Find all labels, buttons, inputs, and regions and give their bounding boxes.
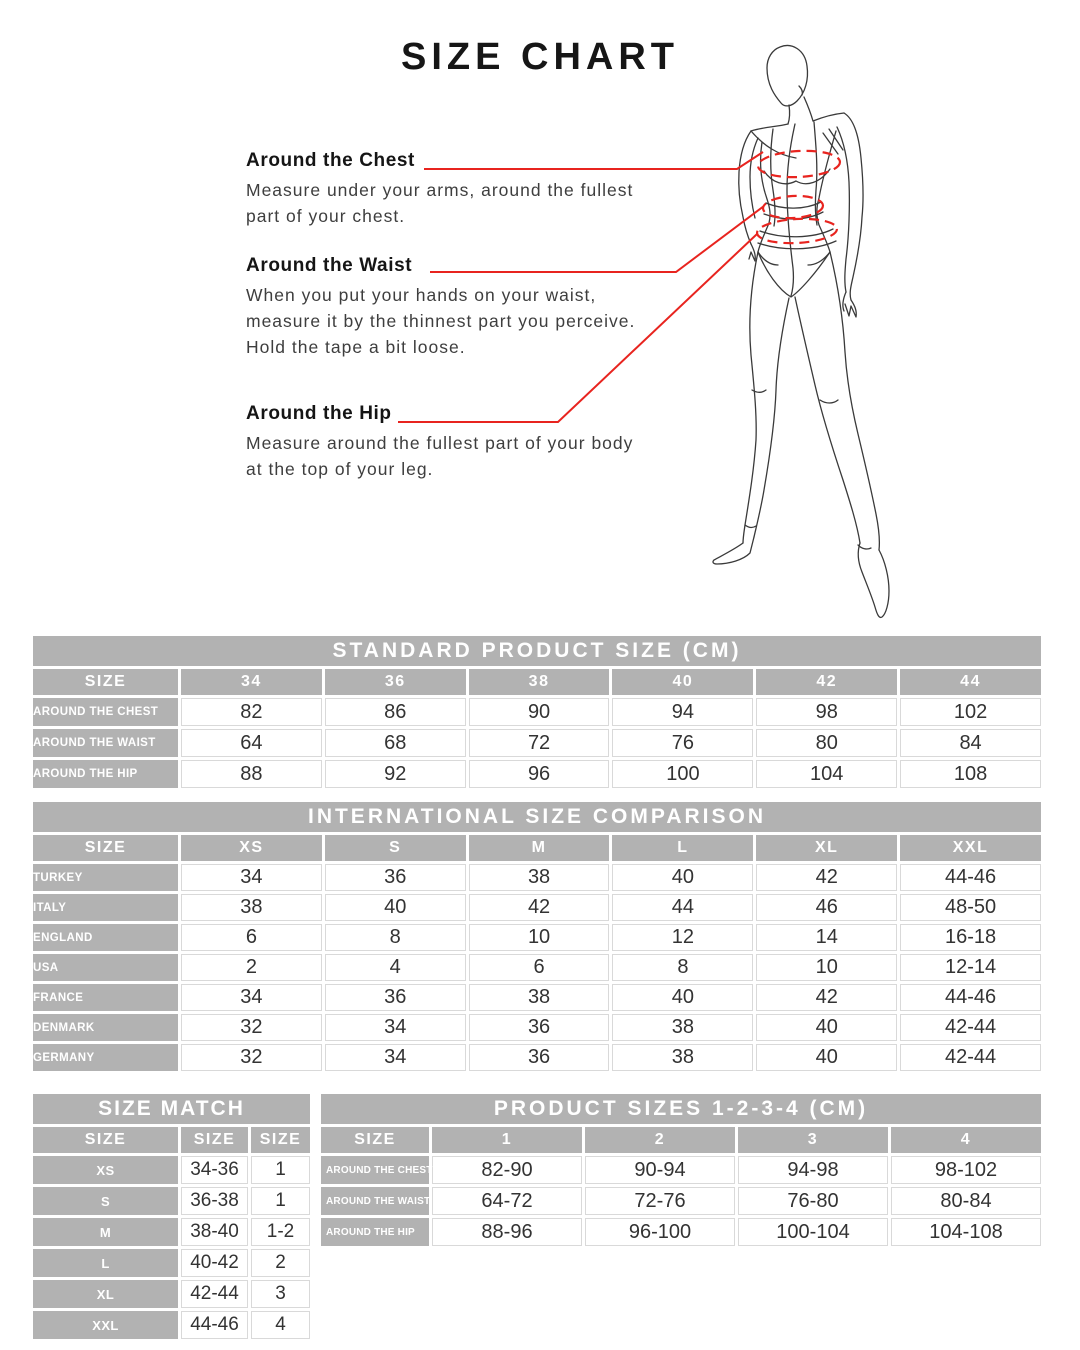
value-cell: 98 [756,698,897,726]
value-cell: 34 [325,1014,466,1041]
column-header: 36 [325,669,466,695]
column-header: XL [756,835,897,861]
table-title: STANDARD PRODUCT SIZE (CM) [33,636,1041,666]
row-label: FRANCE [33,984,178,1011]
value-cell: 2 [251,1249,310,1277]
instruction-body: When you put your hands on your waist, measure it by the thinnest part you perceive. Hold the tape a bit loose. [246,285,636,357]
row-label: TURKEY [33,864,178,891]
page-title: SIZE CHART [401,36,679,78]
row-label: GERMANY [33,1044,178,1071]
value-cell: 46 [756,894,897,921]
column-header: 38 [469,669,610,695]
value-cell: 88-96 [432,1218,582,1246]
column-header: SIZE [181,1127,248,1153]
value-cell: 90 [469,698,610,726]
value-cell: 76-80 [738,1187,888,1215]
column-header: SIZE [321,1127,429,1153]
value-cell: 3 [251,1280,310,1308]
value-cell: 40 [756,1044,897,1071]
value-cell: 94 [612,698,753,726]
value-cell: 40-42 [181,1249,248,1277]
value-cell: 38 [469,984,610,1011]
value-cell: 76 [612,729,753,757]
column-header: 3 [738,1127,888,1153]
instruction-around-the-chest [246,150,638,229]
column-header: M [469,835,610,861]
value-cell: 4 [325,954,466,981]
value-cell: 12-14 [900,954,1041,981]
value-cell: 44 [612,894,753,921]
value-cell: 64-72 [432,1187,582,1215]
row-label: ITALY [33,894,178,921]
column-header: XS [181,835,322,861]
column-header: 40 [612,669,753,695]
row-label: XXL [33,1311,178,1339]
row-label: S [33,1187,178,1215]
fashion-figure-outline [713,46,889,618]
instruction-heading: Around the Chest [246,150,415,171]
value-cell: 82 [181,698,322,726]
value-cell: 96 [469,760,610,788]
value-cell: 10 [756,954,897,981]
value-cell: 36 [325,864,466,891]
value-cell: 72-76 [585,1187,735,1215]
value-cell: 36 [469,1044,610,1071]
value-cell: 32 [181,1044,322,1071]
row-label: AROUND THE CHEST [321,1156,429,1184]
row-label: L [33,1249,178,1277]
product-sizes-1-2-3-4-table [318,1091,1044,1249]
value-cell: 42-44 [181,1280,248,1308]
column-header: 42 [756,669,897,695]
value-cell: 34 [181,864,322,891]
value-cell: 42 [469,894,610,921]
value-cell: 12 [612,924,753,951]
value-cell: 44-46 [181,1311,248,1339]
size-match-table [30,1091,313,1342]
value-cell: 40 [325,894,466,921]
value-cell: 72 [469,729,610,757]
column-header: 4 [891,1127,1041,1153]
row-label: M [33,1218,178,1246]
instruction-around-the-waist [246,255,638,360]
table-title: PRODUCT SIZES 1-2-3-4 (CM) [321,1094,1041,1124]
value-cell: 10 [469,924,610,951]
value-cell: 1 [251,1156,310,1184]
row-label: AROUND THE CHEST [33,698,178,726]
row-label: AROUND THE HIP [321,1218,429,1246]
row-label: XL [33,1280,178,1308]
value-cell: 44-46 [900,864,1041,891]
value-cell: 90-94 [585,1156,735,1184]
value-cell: 6 [181,924,322,951]
value-cell: 8 [612,954,753,981]
value-cell: 100-104 [738,1218,888,1246]
table-title: INTERNATIONAL SIZE COMPARISON [33,802,1041,832]
instruction-body: Measure around the fullest part of your body at the top of your leg. [246,433,634,479]
value-cell: 34-36 [181,1156,248,1184]
value-cell: 40 [756,1014,897,1041]
value-cell: 48-50 [900,894,1041,921]
value-cell: 34 [325,1044,466,1071]
instruction-around-the-hip [246,403,638,482]
column-header: XXL [900,835,1041,861]
value-cell: 1 [251,1187,310,1215]
column-header: SIZE [251,1127,310,1153]
column-header: 34 [181,669,322,695]
value-cell: 42 [756,864,897,891]
value-cell: 4 [251,1311,310,1339]
row-label: USA [33,954,178,981]
value-cell: 2 [181,954,322,981]
row-label: AROUND THE WAIST [33,729,178,757]
column-header: SIZE [33,669,178,695]
row-label: ENGLAND [33,924,178,951]
value-cell: 14 [756,924,897,951]
value-cell: 38 [181,894,322,921]
value-cell: 108 [900,760,1041,788]
value-cell: 42 [756,984,897,1011]
value-cell: 1-2 [251,1218,310,1246]
value-cell: 84 [900,729,1041,757]
value-cell: 80-84 [891,1187,1041,1215]
value-cell: 8 [325,924,466,951]
table-title: SIZE MATCH [33,1094,310,1124]
row-label: XS [33,1156,178,1184]
value-cell: 16-18 [900,924,1041,951]
value-cell: 36 [325,984,466,1011]
chest-measure-ellipse [757,149,840,179]
value-cell: 68 [325,729,466,757]
column-header: S [325,835,466,861]
value-cell: 36-38 [181,1187,248,1215]
row-label: AROUND THE HIP [33,760,178,788]
value-cell: 86 [325,698,466,726]
value-cell: 38 [612,1014,753,1041]
value-cell: 88 [181,760,322,788]
standard-product-size-table [30,633,1044,791]
value-cell: 80 [756,729,897,757]
instruction-body: Measure under your arms, around the fullest part of your chest. [246,180,634,226]
value-cell: 38 [469,864,610,891]
value-cell: 102 [900,698,1041,726]
column-header: 2 [585,1127,735,1153]
value-cell: 40 [612,864,753,891]
value-cell: 6 [469,954,610,981]
value-cell: 64 [181,729,322,757]
value-cell: 32 [181,1014,322,1041]
value-cell: 104 [756,760,897,788]
column-header: 44 [900,669,1041,695]
instruction-heading: Around the Hip [246,403,392,424]
value-cell: 34 [181,984,322,1011]
value-cell: 100 [612,760,753,788]
value-cell: 42-44 [900,1014,1041,1041]
value-cell: 104-108 [891,1218,1041,1246]
row-label: DENMARK [33,1014,178,1041]
value-cell: 96-100 [585,1218,735,1246]
value-cell: 36 [469,1014,610,1041]
value-cell: 98-102 [891,1156,1041,1184]
value-cell: 42-44 [900,1044,1041,1071]
value-cell: 82-90 [432,1156,582,1184]
value-cell: 38 [612,1044,753,1071]
value-cell: 38-40 [181,1218,248,1246]
international-size-comparison-table [30,799,1044,1074]
value-cell: 94-98 [738,1156,888,1184]
column-header: 1 [432,1127,582,1153]
column-header: SIZE [33,1127,178,1153]
value-cell: 44-46 [900,984,1041,1011]
column-header: SIZE [33,835,178,861]
row-label: AROUND THE WAIST [321,1187,429,1215]
value-cell: 40 [612,984,753,1011]
value-cell: 92 [325,760,466,788]
column-header: L [612,835,753,861]
instruction-heading: Around the Waist [246,255,413,276]
